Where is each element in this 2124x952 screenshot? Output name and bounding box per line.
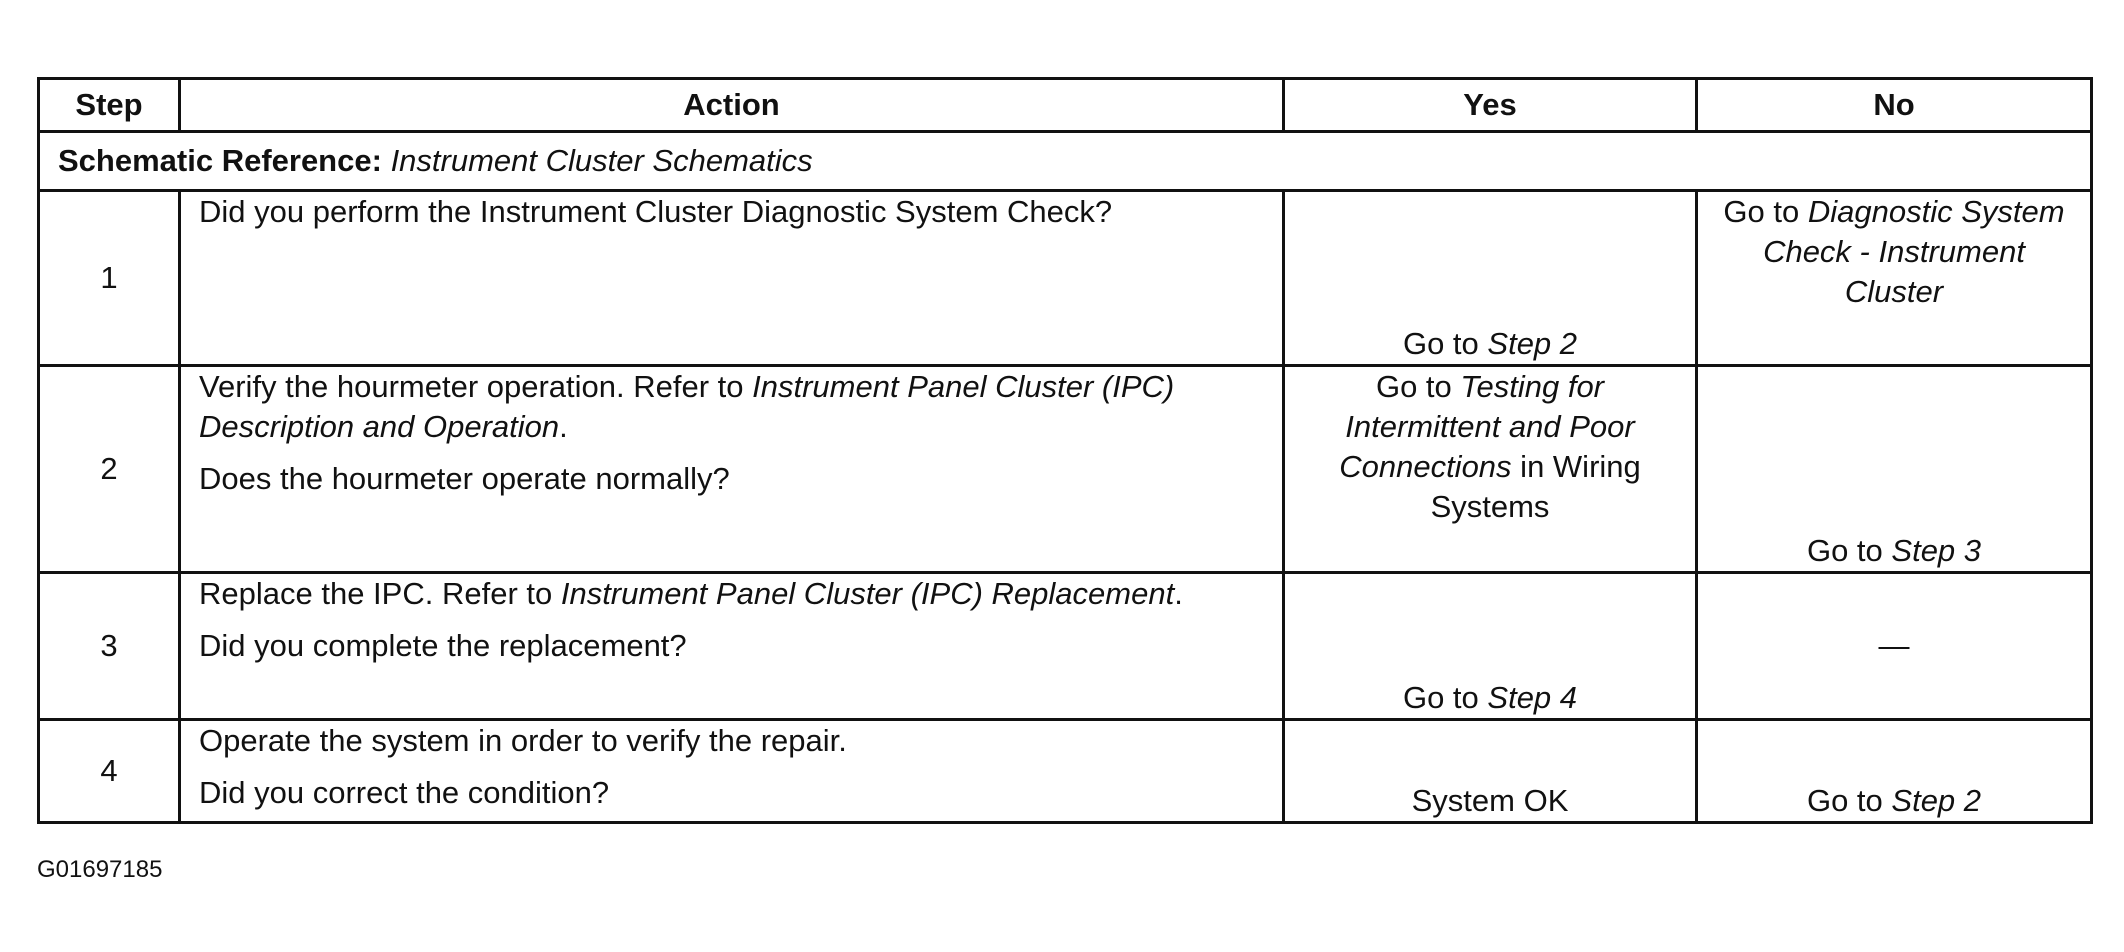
step-number: 2 [39, 366, 180, 573]
action-cell [180, 573, 1284, 720]
yes-prefix: Go to [1375, 369, 1461, 404]
action-text-suffix: . [1174, 576, 1183, 611]
action-text: Did you perform the Instrument Cluster Diagnostic System Check? [199, 194, 1113, 229]
action-reference-link: Instrument Panel Cluster (IPC) Replacement [560, 576, 1175, 611]
header-no: No [1697, 79, 2092, 132]
action-cell [180, 366, 1284, 573]
no-cell [1697, 366, 2092, 573]
no-step-link: Step 2 [1891, 783, 1982, 818]
schematic-reference-label: Schematic Reference: [58, 143, 382, 178]
yes-result: System OK [1411, 783, 1569, 818]
table-row [39, 366, 2092, 573]
no-prefix: Go to [1806, 533, 1892, 568]
action-question: Did you correct the condition? [199, 775, 610, 810]
yes-step-link: Step 4 [1487, 680, 1578, 715]
header-yes: Yes [1284, 79, 1697, 132]
action-question: Did you complete the replacement? [199, 628, 687, 663]
schematic-reference-link: Instrument Cluster Schematics [390, 143, 813, 178]
no-prefix: Go to [1723, 194, 1808, 229]
step-number: 3 [39, 573, 180, 720]
no-step-link: Step 3 [1891, 533, 1982, 568]
action-text-prefix: Verify the hourmeter operation. Refer to [199, 369, 753, 404]
action-text [199, 367, 1264, 447]
action-text-prefix: Replace the IPC. Refer to [199, 576, 561, 611]
step-number: 1 [39, 191, 180, 366]
yes-cell [1284, 720, 1697, 823]
schematic-reference [39, 132, 2092, 191]
action-text [199, 574, 1264, 614]
yes-cell [1284, 573, 1697, 720]
yes-reference-link: Testing for Intermittent and Poor Connections [1339, 369, 1635, 484]
figure-id: G01697185 [37, 856, 163, 883]
no-cell [1697, 573, 2092, 720]
action-cell [180, 720, 1284, 823]
step-number: 4 [39, 720, 180, 823]
action-text-suffix: . [559, 409, 568, 444]
yes-cell [1284, 366, 1697, 573]
schematic-reference-row [39, 132, 2092, 191]
yes-suffix: in Wiring Systems [1430, 449, 1641, 524]
yes-step-link: Step 2 [1487, 326, 1578, 361]
action-reference-link: Instrument Panel Cluster (IPC) Description and Operation [199, 369, 1175, 444]
action-cell [180, 191, 1284, 366]
yes-prefix: Go to [1402, 326, 1488, 361]
header-step: Step [39, 79, 180, 132]
yes-prefix: Go to [1402, 680, 1488, 715]
table-row [39, 720, 2092, 823]
no-cell [1697, 191, 2092, 366]
header-row [39, 79, 2092, 132]
yes-cell [1284, 191, 1697, 366]
table-row [39, 191, 2092, 366]
table-row [39, 573, 2092, 720]
no-dash: — [1878, 628, 1910, 663]
no-cell [1697, 720, 2092, 823]
diagnostic-table [37, 77, 2093, 824]
header-action: Action [180, 79, 1284, 132]
action-text: Operate the system in order to verify the repair. [199, 723, 847, 758]
no-diagnostic-link: Diagnostic System Check - Instrument Cluster [1763, 194, 2065, 309]
no-prefix: Go to [1806, 783, 1892, 818]
action-question: Does the hourmeter operate normally? [199, 461, 730, 496]
